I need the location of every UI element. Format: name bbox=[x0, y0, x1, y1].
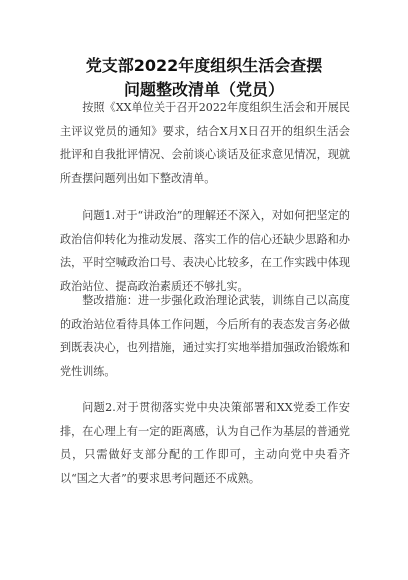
problem-2-paragraph: 问题2.对于贯彻落实党中央决策部署和XX党委工作安排，在心理上有一定的距离感，认为自己作为基层的普通党员，只需做好支部分配的工作即可，主动向党中央看齐以“国之大者”的要求思考问题还不成熟。 bbox=[60, 401, 350, 485]
intro-paragraph: 按照《XX单位关于召开2022年度组织生活会和开展民主评议党员的通知》要求，结合X月X日召开的组织生活会批评和自我批评情况、会前谈心谈话及征求意见情况，现就所查摆问题列出如下整改清单。 bbox=[60, 101, 350, 185]
problem-1-paragraph: 问题1.对于“讲政治”的理解还不深入，对如何把坚定的政治信仰转化为推动发展、落实工作的信心还缺少思路和办法，平时空喊政治口号、表决心比较多，在工作实践中体现政治站位、提高政治素质还不够扎实。 bbox=[60, 209, 350, 293]
document-title-line-1: 党支部2022年度组织生活会查摆 bbox=[85, 56, 323, 75]
rectification-measures-paragraph: 整改措施：进一步强化政治理论武装，训练自己以高度的政治站位看待具体工作问题，今后所有的表态发言务必做到既表决心，也列措施，通过实打实地举措加强政治锻炼和党性训练。 bbox=[60, 294, 350, 378]
document-title-line-2: 问题整改清单（党员） bbox=[123, 80, 284, 99]
